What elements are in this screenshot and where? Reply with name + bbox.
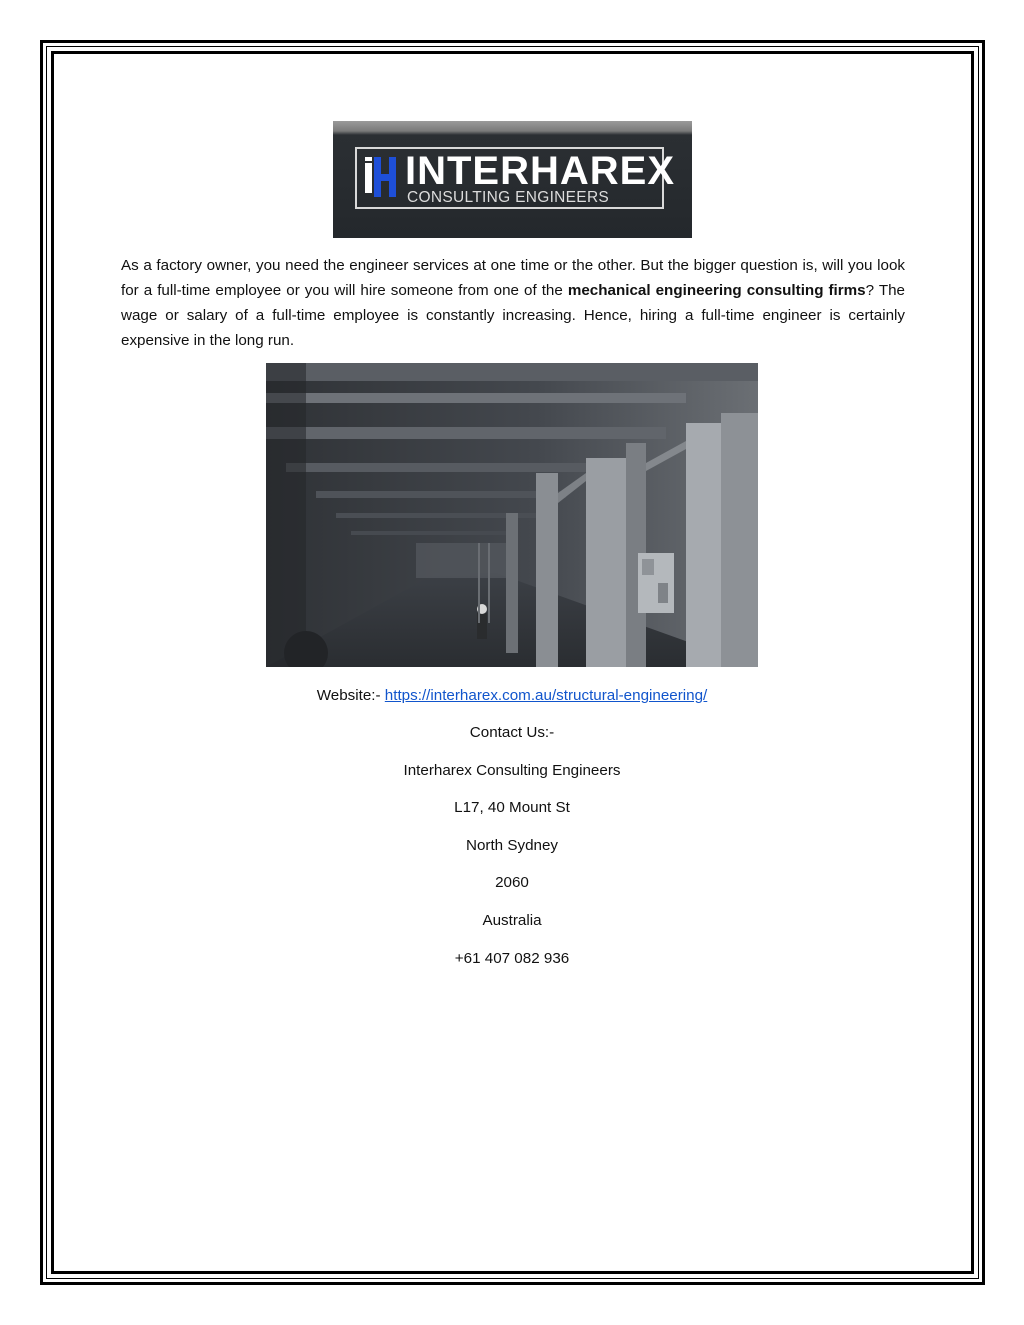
intro-paragraph xyxy=(121,253,905,353)
contact-phone: +61 407 082 936 xyxy=(454,950,570,967)
contact-company: Interharex Consulting Engineers xyxy=(403,762,621,779)
website-line xyxy=(0,686,1024,706)
industrial-structure-photo xyxy=(266,363,758,667)
contact-country: Australia xyxy=(482,912,542,929)
website-link[interactable]: https://interharex.com.au/structural-engineering/ xyxy=(384,687,708,704)
contact-city: North Sydney xyxy=(465,837,558,854)
logo-tagline: CONSULTING ENGINEERS xyxy=(407,189,610,206)
structure-photo-illustration xyxy=(266,363,758,667)
contact-postcode: 2060 xyxy=(495,874,529,891)
intro-bold-keyword: mechanical engineering consulting firms xyxy=(567,282,866,299)
logo-mark-icon xyxy=(363,155,399,201)
logo-frame xyxy=(355,147,676,209)
company-logo xyxy=(333,121,692,238)
contact-heading: Contact Us:- xyxy=(469,724,555,741)
website-label: Website:- xyxy=(316,687,385,704)
intro-text-end: ? The wage or salary of a full-time employee is constantly increasing. Hence, hiring a full-time engineer is certainly expensive in the long run. xyxy=(121,282,906,349)
contact-street: L17, 40 Mount St xyxy=(454,799,570,816)
logo-company-name: INTERHAREX xyxy=(405,149,676,193)
intro-text-start: As a factory owner, you need the engineer services at one time or the other. But the bigger question is, will you look for a full-time employee or you will hire someone from one of the xyxy=(121,257,905,299)
